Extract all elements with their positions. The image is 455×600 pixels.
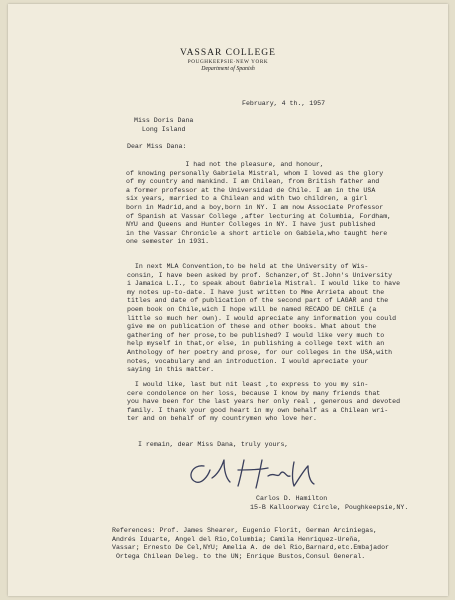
references: References: Prof. James Shearer, Eugenio Florit, German Arciniegas, Andrés Iduarte, Angel del Rio,Columbia; Camila Henriquez-Ureña, Vassar; Ernesto De Cel,NYU; Amelia A. de del Rio,Barnard,etc.Embajador Ortega Chilean Deleg. to the UN; Enrique Bustos,Consul General.: [112, 527, 389, 560]
signer-address: 15-B Kalloorway Circle, Poughkeepsie,NY.: [250, 504, 409, 511]
letter-date: February, 4 th., 1957: [242, 100, 326, 107]
letterhead-city: POUGHKEEPSIE·NEW YORK: [187, 59, 269, 65]
letterhead-department: Department of Spanish: [201, 66, 255, 72]
body-paragraph-2: In next MLA Convention,to be held at the University of Wis- consin, I have been asked by prof. Schanzer,of St.John's University i Jamaica L.I., to speak about Gabriela Mistral. I would like to have my notes up-to-date. I have just written to Mme Arrieta about the titles and date of publication of the second part of LAGAR and the poem book on Chile,wich I hope will be named RECADO DE CHILE (a little so much her own). I would apreciate any information you could give me on publication of these and other books. What about the gathering of her prose,to be published? I would like very much to help myself in that,or else, in publishing a college text with an Anthology of her poetry and prose, for our colleges in the USA,with notes, vocabulary and an introduction. I would apreciate your saying in this matter.: [127, 263, 401, 374]
letterhead: [8, 48, 448, 73]
letterhead-institution: VASSAR COLLEGE: [180, 48, 276, 58]
salutation: Dear Miss Dana:: [127, 143, 187, 150]
recipient-address: Miss Doris Dana Long Island: [134, 117, 194, 133]
letter-page: [8, 4, 448, 596]
signer-name: Carlos D. Hamilton: [256, 495, 328, 502]
closing: I remain, dear Miss Dana, truly yours,: [138, 441, 289, 448]
body-paragraph-1: I had not the pleasure, and honour, of knowing personally Gabriela Mistral, whom I loved as the glory of my country and mankind. I am Chilean, from British father and a former professor at the Universidad de Chile. I am in the USA six years, married to a Chilean and with two children, a girl born in Madrid,and a boy,born in NY. I am now Associate Professor of Spanish at Vassar College ,after lecturing at Columbia, Fordham, NYU and Queens and Hunter Colleges in NY. I have just published in the Vassar Chronicle a short article on Gabiela,who taught here one semester in 1931.: [126, 161, 392, 246]
body-paragraph-3: I would like, last but nit least ,to express to you my sin- cere condolence on her loss, because I know by many friends that you have been for the last years her only real , generous and devoted family. I thank your good heart in my own behalf as a Chilean wri- ter and on behalf of my countrymen who love her.: [127, 381, 401, 423]
handwritten-signature: [182, 456, 322, 492]
